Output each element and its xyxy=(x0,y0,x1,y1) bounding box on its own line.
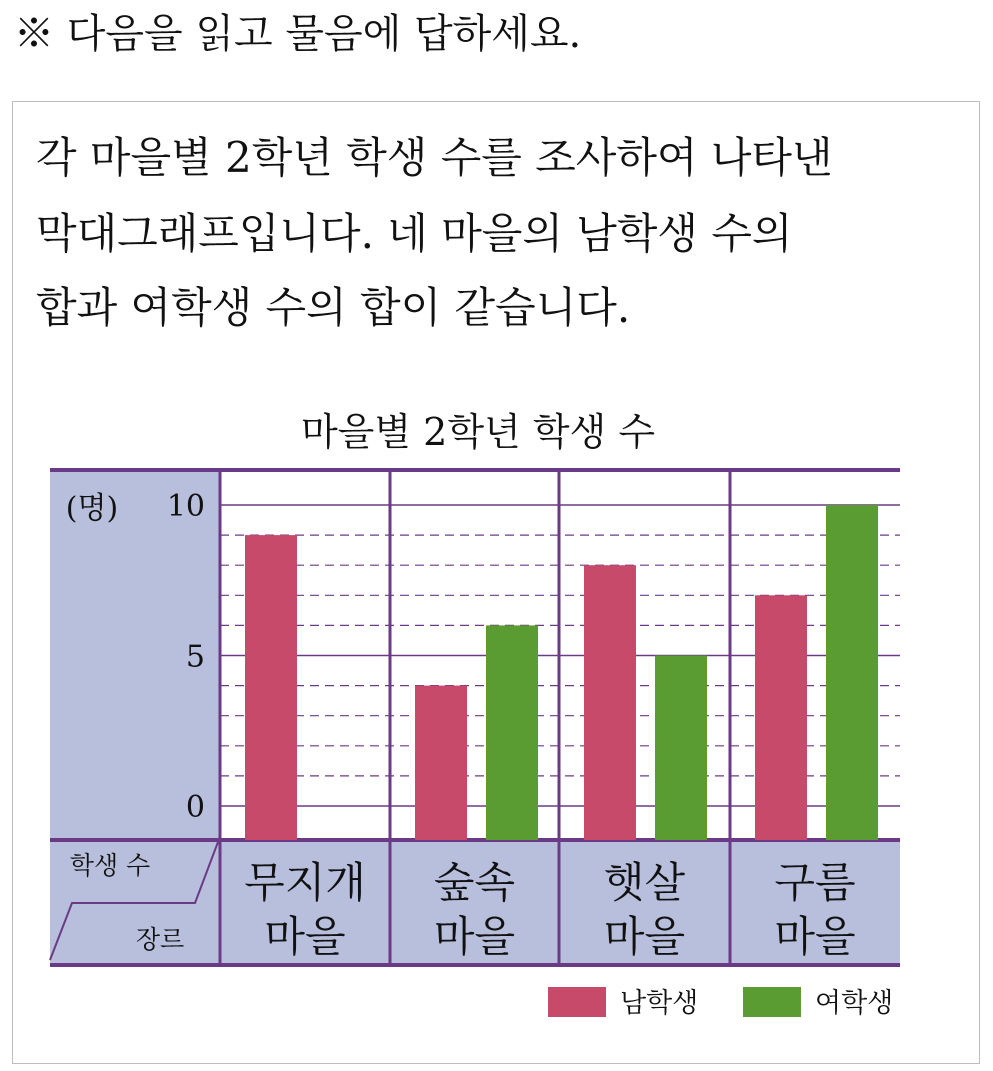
category-label: 숲속 xyxy=(433,858,516,907)
corner-label-bottom: 장르 xyxy=(135,925,185,954)
instruction-text: ※ 다음을 읽고 물음에 답하세요. xyxy=(14,11,582,57)
bar-female xyxy=(655,656,707,841)
chart-title: 마을별 2학년 학생 수 xyxy=(300,410,656,454)
category-label: 무지개 xyxy=(244,858,366,907)
y-tick-label: 5 xyxy=(185,639,205,675)
y-unit-label: (명) xyxy=(65,491,119,526)
category-label: 마을 xyxy=(603,912,686,961)
category-label: 구름 xyxy=(774,858,856,907)
category-label: 마을 xyxy=(774,912,856,961)
bar-male xyxy=(755,595,807,840)
y-axis-panel xyxy=(50,470,220,965)
legend-label: 여학생 xyxy=(815,988,894,1019)
bar-female xyxy=(826,505,878,840)
bar-female xyxy=(486,625,538,840)
category-label: 마을 xyxy=(433,912,516,961)
category-label: 햇살 xyxy=(603,858,686,907)
bar-male xyxy=(245,535,297,840)
category-label: 마을 xyxy=(264,912,346,961)
y-tick-label: 0 xyxy=(185,790,205,825)
y-tick-label: 10 xyxy=(166,489,205,524)
legend-swatch xyxy=(743,987,801,1017)
paragraph-line-3: 합과 여학생 수의 합이 같습니다. xyxy=(36,283,631,332)
paragraph-line-2: 막대그래프입니다. 네 마을의 남학생 수의 xyxy=(36,209,793,258)
legend-swatch xyxy=(548,987,606,1017)
corner-label-top: 학생 수 xyxy=(69,851,151,880)
legend-label: 남학생 xyxy=(620,988,699,1019)
bar-male xyxy=(415,686,467,840)
paragraph-line-1: 각 마을별 2학년 학생 수를 조사하여 나타낸 xyxy=(36,133,833,182)
bar-male xyxy=(584,565,636,840)
